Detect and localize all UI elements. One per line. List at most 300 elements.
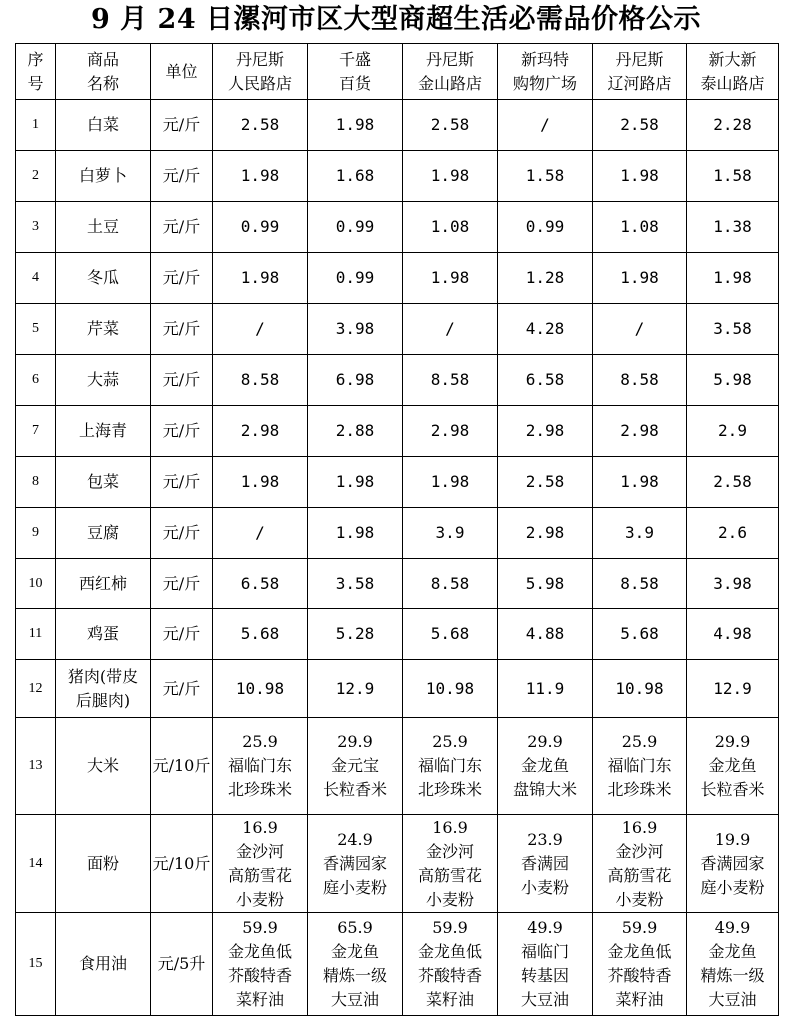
- header-product-name-text: 商品: [86, 49, 119, 69]
- row-index: [16, 660, 56, 718]
- price-cell-store-2: [308, 202, 403, 253]
- price-cell-store-5: [593, 253, 687, 304]
- product-name: [56, 355, 151, 406]
- price-cell-store-5: [593, 406, 687, 457]
- product-name-text: 西红柿: [78, 573, 127, 593]
- price-cell-store-1-text: /: [255, 523, 265, 542]
- unit-cell: [151, 355, 213, 406]
- unit-cell-text: 元/斤: [162, 166, 201, 185]
- price-cell-store-1-text: 0.99: [240, 217, 280, 236]
- row-index-text: 6: [32, 372, 39, 387]
- price-cell-store-1: [213, 253, 308, 304]
- price-cell-store-5-text: 福临门东: [607, 756, 672, 775]
- row-index: [16, 355, 56, 406]
- price-cell-store-6: [687, 406, 779, 457]
- price-cell-store-3: [403, 151, 498, 202]
- price-cell-store-6: [687, 202, 779, 253]
- price-cell-store-3-text: 2.58: [430, 115, 470, 134]
- price-cell-store-2: [308, 559, 403, 609]
- price-cell-store-1-text: /: [255, 319, 265, 338]
- price-cell-store-3-text: 金龙鱼低: [417, 942, 482, 961]
- header-index-text: 号: [27, 73, 44, 93]
- price-cell-store-6-text: 金龙鱼: [708, 756, 757, 775]
- product-name: [56, 304, 151, 355]
- table-row: [16, 100, 779, 151]
- price-cell-store-1-text: 金龙鱼低: [227, 942, 292, 961]
- price-cell-store-5-text: 10.98: [615, 678, 664, 698]
- product-name: [56, 718, 151, 815]
- price-cell-store-3: [403, 100, 498, 151]
- price-cell-store-1: [213, 100, 308, 151]
- price-cell-store-2: [308, 508, 403, 559]
- price-cell-store-6: [687, 559, 779, 609]
- row-index: [16, 609, 56, 660]
- unit-cell-text: 元/斤: [162, 370, 201, 389]
- price-cell-store-4-text: 盘锦大米: [512, 780, 577, 799]
- price-cell-store-6: [687, 304, 779, 355]
- table-row: [16, 406, 779, 457]
- price-cell-store-4: [498, 406, 593, 457]
- table-row: [16, 304, 779, 355]
- product-name-text: 包菜: [86, 472, 119, 491]
- row-index-text: 1: [32, 117, 39, 132]
- unit-cell: [151, 100, 213, 151]
- product-name-text: 白萝卜: [78, 166, 127, 185]
- row-index-text: 7: [32, 423, 39, 438]
- row-index-text: 5: [32, 321, 39, 336]
- price-cell-store-2: [308, 253, 403, 304]
- price-cell-store-1-text: 25.9: [242, 732, 278, 751]
- row-index: [16, 151, 56, 202]
- header-row: [16, 44, 779, 100]
- price-cell-store-3: [403, 718, 498, 815]
- product-name-text: 土豆: [86, 217, 119, 236]
- price-cell-store-5-text: 高筋雪花: [607, 865, 672, 885]
- price-cell-store-2-text: 0.99: [335, 217, 375, 236]
- price-cell-store-1-text: 2.58: [240, 115, 280, 134]
- price-cell-store-5: [593, 151, 687, 202]
- price-cell-store-1-text: 小麦粉: [235, 889, 284, 909]
- price-cell-store-6-text: 1.98: [713, 268, 752, 287]
- price-cell-store-1: [213, 457, 308, 508]
- price-cell-store-1-text: 2.98: [240, 421, 280, 440]
- price-cell-store-4-text: 23.9: [527, 829, 563, 849]
- unit-cell-text: 元/斤: [162, 421, 201, 440]
- price-cell-store-3: [403, 406, 498, 457]
- product-name: [56, 202, 151, 253]
- price-cell-store-1-text: 5.68: [240, 624, 280, 643]
- price-cell-store-1-text: 福临门东: [227, 756, 292, 775]
- unit-cell-text: 元/斤: [162, 624, 201, 643]
- header-store-5-text: 丹尼斯: [615, 49, 664, 69]
- price-cell-store-1: [213, 815, 308, 913]
- price-cell-store-6-text: 19.9: [714, 829, 751, 849]
- price-cell-store-2-text: 5.28: [335, 624, 375, 643]
- table-row: [16, 508, 779, 559]
- table-row: [16, 718, 779, 815]
- row-index-text: 4: [32, 270, 39, 285]
- unit-cell-text: 元/斤: [162, 319, 201, 338]
- price-cell-store-2: [308, 718, 403, 815]
- price-cell-store-3-text: 59.9: [432, 918, 468, 937]
- price-cell-store-5-text: 1.08: [620, 217, 659, 236]
- price-cell-store-6-text: 精炼一级: [700, 966, 765, 985]
- price-cell-store-1-text: 高筋雪花: [227, 865, 292, 885]
- price-cell-store-1: [213, 406, 308, 457]
- row-index-text: 11: [28, 626, 43, 641]
- row-index: [16, 718, 56, 815]
- price-cell-store-3-text: 8.58: [430, 370, 470, 389]
- price-cell-store-3-text: 菜籽油: [425, 990, 474, 1009]
- product-name: [56, 457, 151, 508]
- row-index: [16, 202, 56, 253]
- price-cell-store-5: [593, 660, 687, 718]
- price-cell-store-2: [308, 609, 403, 660]
- price-cell-store-6-text: 金龙鱼: [708, 942, 757, 961]
- price-cell-store-6-text: 2.58: [713, 472, 752, 491]
- price-cell-store-1-text: 金沙河: [235, 841, 284, 861]
- price-cell-store-1-text: 16.9: [242, 817, 278, 837]
- price-cell-store-6: [687, 457, 779, 508]
- header-store-3-text: 金山路店: [417, 73, 482, 93]
- price-cell-store-3-text: 1.08: [430, 217, 470, 236]
- price-cell-store-3: [403, 508, 498, 559]
- price-cell-store-2-text: 29.9: [337, 732, 373, 751]
- product-name-text: 鸡蛋: [86, 624, 119, 643]
- price-cell-store-6: [687, 718, 779, 815]
- price-cell-store-3: [403, 559, 498, 609]
- table-row: [16, 151, 779, 202]
- table-row: [16, 815, 779, 913]
- price-cell-store-1-text: 芥酸特香: [227, 966, 292, 985]
- row-index: [16, 253, 56, 304]
- price-cell-store-6-text: 49.9: [714, 918, 751, 937]
- product-name-text: 猪肉(带皮: [67, 666, 139, 686]
- price-cell-store-2-text: 0.99: [335, 268, 375, 287]
- price-cell-store-1: [213, 151, 308, 202]
- row-index-text: 2: [32, 168, 39, 183]
- product-name-text: 后腿肉): [75, 690, 131, 710]
- price-cell-store-1: [213, 508, 308, 559]
- price-cell-store-5-text: 菜籽油: [615, 990, 664, 1009]
- price-cell-store-2-text: 精炼一级: [322, 966, 387, 985]
- table-row: [16, 609, 779, 660]
- price-cell-store-4-text: 29.9: [527, 732, 563, 751]
- price-cell-store-6-text: 29.9: [714, 732, 751, 751]
- price-cell-store-3: [403, 355, 498, 406]
- price-cell-store-4-text: 2.58: [525, 472, 565, 491]
- price-cell-store-2: [308, 406, 403, 457]
- header-store-6-text: 泰山路店: [700, 73, 765, 93]
- price-cell-store-2-text: 2.88: [335, 421, 375, 440]
- price-cell-store-3-text: 1.98: [430, 166, 470, 185]
- price-cell-store-1: [213, 660, 308, 718]
- price-cell-store-3-text: 金沙河: [425, 841, 474, 861]
- price-cell-store-2-text: 6.98: [335, 370, 375, 389]
- price-cell-store-4: [498, 913, 593, 1016]
- price-cell-store-5-text: 1.98: [620, 472, 659, 491]
- product-name-text: 面粉: [86, 853, 119, 873]
- price-cell-store-5-text: 金龙鱼低: [607, 942, 672, 961]
- header-index: [16, 44, 56, 100]
- product-name: [56, 609, 151, 660]
- price-cell-store-4-text: 4.28: [525, 319, 565, 338]
- price-cell-store-5: [593, 508, 687, 559]
- price-cell-store-2-text: 3.58: [335, 573, 375, 593]
- price-cell-store-4-text: 0.99: [525, 217, 565, 236]
- price-cell-store-2: [308, 151, 403, 202]
- price-table: [15, 43, 779, 1016]
- header-store-1-text: 人民路店: [227, 73, 292, 93]
- price-cell-store-1: [213, 202, 308, 253]
- price-cell-store-2-text: 1.98: [335, 523, 375, 542]
- price-cell-store-4-text: 金龙鱼: [520, 756, 569, 775]
- price-cell-store-4-text: 转基因: [520, 966, 569, 985]
- unit-cell: [151, 202, 213, 253]
- price-cell-store-6-text: 香满园家: [700, 853, 765, 873]
- price-cell-store-5: [593, 202, 687, 253]
- price-cell-store-4: [498, 508, 593, 559]
- price-cell-store-4-text: 香满园: [520, 853, 569, 873]
- price-cell-store-6: [687, 660, 779, 718]
- price-cell-store-2: [308, 304, 403, 355]
- unit-cell-text: 元/10斤: [152, 756, 211, 775]
- header-store-1-text: 丹尼斯: [235, 49, 284, 69]
- row-index-text: 10: [28, 575, 43, 591]
- table-row: [16, 660, 779, 718]
- price-cell-store-4-text: 6.58: [525, 370, 565, 389]
- row-index: [16, 508, 56, 559]
- price-cell-store-3-text: /: [445, 319, 455, 338]
- price-cell-store-5-text: 8.58: [620, 573, 659, 593]
- price-cell-store-4: [498, 815, 593, 913]
- price-cell-store-1-text: 北珍珠米: [227, 780, 292, 799]
- price-cell-store-5: [593, 457, 687, 508]
- price-cell-store-5: [593, 815, 687, 913]
- price-cell-store-5: [593, 355, 687, 406]
- price-cell-store-6-text: 3.58: [713, 319, 752, 338]
- price-cell-store-1-text: 菜籽油: [235, 990, 284, 1009]
- price-cell-store-3: [403, 253, 498, 304]
- header-store-4: [498, 44, 593, 100]
- table-row: [16, 202, 779, 253]
- price-cell-store-5-text: /: [634, 319, 645, 338]
- price-cell-store-4-text: 49.9: [527, 918, 563, 937]
- price-cell-store-5-text: 北珍珠米: [607, 780, 672, 799]
- price-cell-store-3: [403, 913, 498, 1016]
- unit-cell-text: 元/斤: [162, 678, 201, 698]
- price-cell-store-6-text: 12.9: [713, 678, 752, 698]
- unit-cell: [151, 457, 213, 508]
- price-cell-store-5: [593, 913, 687, 1016]
- price-cell-store-4-text: 5.98: [525, 573, 565, 593]
- row-index: [16, 100, 56, 151]
- product-name: [56, 815, 151, 913]
- header-store-2-text: 千盛: [338, 49, 371, 69]
- price-cell-store-4-text: 2.98: [525, 523, 565, 542]
- price-cell-store-6-text: 庭小麦粉: [700, 877, 765, 897]
- unit-cell: [151, 508, 213, 559]
- price-cell-store-5-text: 3.9: [625, 523, 654, 542]
- row-index-text: 12: [28, 680, 43, 696]
- price-cell-store-4-text: 4.88: [525, 624, 565, 643]
- unit-cell-text: 元/斤: [162, 523, 201, 542]
- product-name-text: 芹菜: [86, 319, 119, 338]
- row-index-text: 15: [28, 956, 43, 971]
- table-row: [16, 559, 779, 609]
- price-cell-store-1: [213, 609, 308, 660]
- price-cell-store-4-text: 小麦粉: [520, 877, 569, 897]
- price-cell-store-6-text: 2.6: [718, 523, 747, 542]
- price-cell-store-1-text: 1.98: [240, 268, 280, 287]
- price-cell-store-5-text: 5.68: [620, 624, 659, 643]
- price-cell-store-1: [213, 913, 308, 1016]
- unit-cell: [151, 815, 213, 913]
- price-cell-store-2: [308, 660, 403, 718]
- price-cell-store-2: [308, 913, 403, 1016]
- price-cell-store-5-text: 2.98: [620, 421, 659, 440]
- price-cell-store-2: [308, 815, 403, 913]
- row-index-text: 14: [28, 855, 43, 871]
- row-index: [16, 913, 56, 1016]
- price-cell-store-1: [213, 559, 308, 609]
- price-cell-store-4: [498, 151, 593, 202]
- price-cell-store-2: [308, 355, 403, 406]
- price-cell-store-2-text: 1.68: [335, 166, 375, 185]
- price-cell-store-5-text: 25.9: [621, 732, 658, 751]
- price-cell-store-4-text: 2.98: [525, 421, 565, 440]
- product-name-text: 大蒜: [86, 370, 119, 389]
- price-cell-store-3: [403, 609, 498, 660]
- price-cell-store-4-text: /: [540, 115, 550, 134]
- unit-cell: [151, 151, 213, 202]
- header-store-3: [403, 44, 498, 100]
- product-name: [56, 508, 151, 559]
- price-cell-store-6-text: 1.38: [713, 217, 752, 236]
- price-cell-store-3-text: 10.98: [425, 678, 475, 698]
- row-index: [16, 406, 56, 457]
- header-store-4-text: 新玛特: [520, 49, 569, 69]
- price-cell-store-2: [308, 100, 403, 151]
- header-store-3-text: 丹尼斯: [425, 49, 474, 69]
- header-product-name-text: 名称: [86, 73, 119, 93]
- header-store-6-text: 新大新: [708, 49, 757, 69]
- price-cell-store-3: [403, 202, 498, 253]
- price-cell-store-3-text: 北珍珠米: [417, 780, 482, 799]
- price-cell-store-4: [498, 609, 593, 660]
- price-cell-store-6: [687, 253, 779, 304]
- row-index: [16, 559, 56, 609]
- price-cell-store-3: [403, 457, 498, 508]
- row-index-text: 9: [32, 525, 39, 540]
- price-cell-store-2-text: 大豆油: [330, 990, 379, 1009]
- price-cell-store-6: [687, 508, 779, 559]
- price-cell-store-2: [308, 457, 403, 508]
- price-cell-store-4: [498, 457, 593, 508]
- price-cell-store-2-text: 金龙鱼: [330, 942, 379, 961]
- price-cell-store-3-text: 芥酸特香: [417, 966, 482, 985]
- price-cell-store-6: [687, 815, 779, 913]
- price-cell-store-5-text: 金沙河: [615, 841, 664, 861]
- price-cell-store-3-text: 1.98: [430, 472, 470, 491]
- price-cell-store-6-text: 1.58: [713, 166, 752, 185]
- price-cell-store-4: [498, 718, 593, 815]
- price-cell-store-6-text: 2.9: [718, 421, 747, 440]
- price-cell-store-4: [498, 253, 593, 304]
- unit-cell: [151, 718, 213, 815]
- price-cell-store-4: [498, 202, 593, 253]
- unit-cell-text: 元/斤: [162, 573, 201, 593]
- header-store-6: [687, 44, 779, 100]
- page-title: 9 月 24 日漯河市区大型商超生活必需品价格公示: [90, 4, 702, 35]
- price-cell-store-6: [687, 151, 779, 202]
- product-name: [56, 559, 151, 609]
- price-cell-store-3-text: 高筋雪花: [417, 865, 482, 885]
- row-index: [16, 304, 56, 355]
- unit-cell-text: 元/斤: [162, 217, 201, 236]
- price-cell-store-1-text: 1.98: [240, 166, 280, 185]
- price-cell-store-3-text: 16.9: [432, 817, 468, 837]
- price-cell-store-2-text: 12.9: [335, 678, 375, 698]
- price-cell-store-3-text: 小麦粉: [425, 889, 474, 909]
- product-name: [56, 660, 151, 718]
- product-name-text: 冬瓜: [86, 268, 119, 287]
- unit-cell-text: 元/斤: [162, 115, 201, 134]
- header-store-1: [213, 44, 308, 100]
- price-cell-store-4: [498, 304, 593, 355]
- price-cell-store-2-text: 金元宝: [330, 756, 379, 775]
- price-cell-store-5: [593, 718, 687, 815]
- price-cell-store-5: [593, 304, 687, 355]
- price-cell-store-3: [403, 660, 498, 718]
- price-cell-store-6-text: 2.28: [713, 115, 752, 134]
- unit-cell: [151, 660, 213, 718]
- product-name: [56, 151, 151, 202]
- price-cell-store-5: [593, 559, 687, 609]
- price-cell-store-2-text: 3.98: [335, 319, 375, 338]
- price-cell-store-6-text: 长粒香米: [700, 780, 765, 799]
- price-cell-store-4-text: 11.9: [525, 678, 565, 698]
- price-cell-store-2-text: 65.9: [337, 918, 373, 937]
- price-cell-store-6-text: 5.98: [713, 370, 752, 389]
- row-index: [16, 457, 56, 508]
- price-cell-store-4-text: 福临门: [520, 942, 569, 961]
- price-cell-store-2-text: 24.9: [337, 829, 373, 849]
- price-cell-store-3: [403, 304, 498, 355]
- unit-cell: [151, 406, 213, 457]
- price-cell-store-2-text: 香满园家: [322, 853, 387, 873]
- price-cell-store-6: [687, 609, 779, 660]
- header-unit: [151, 44, 213, 100]
- price-cell-store-1-text: 59.9: [242, 918, 278, 937]
- price-cell-store-1-text: 1.98: [240, 472, 280, 491]
- price-cell-store-6: [687, 100, 779, 151]
- product-name-text: 食用油: [78, 954, 127, 973]
- price-cell-store-5-text: 59.9: [621, 918, 658, 937]
- header-store-5: [593, 44, 687, 100]
- row-index: [16, 815, 56, 913]
- table-row: [16, 457, 779, 508]
- price-cell-store-5-text: 小麦粉: [615, 889, 664, 909]
- unit-cell: [151, 253, 213, 304]
- price-cell-store-5-text: 2.58: [620, 115, 659, 134]
- row-index-text: 8: [32, 474, 39, 489]
- header-store-2: [308, 44, 403, 100]
- header-unit-text: 单位: [165, 61, 198, 81]
- price-cell-store-4-text: 1.58: [525, 166, 565, 185]
- table-row: [16, 253, 779, 304]
- price-cell-store-3-text: 福临门东: [417, 756, 482, 775]
